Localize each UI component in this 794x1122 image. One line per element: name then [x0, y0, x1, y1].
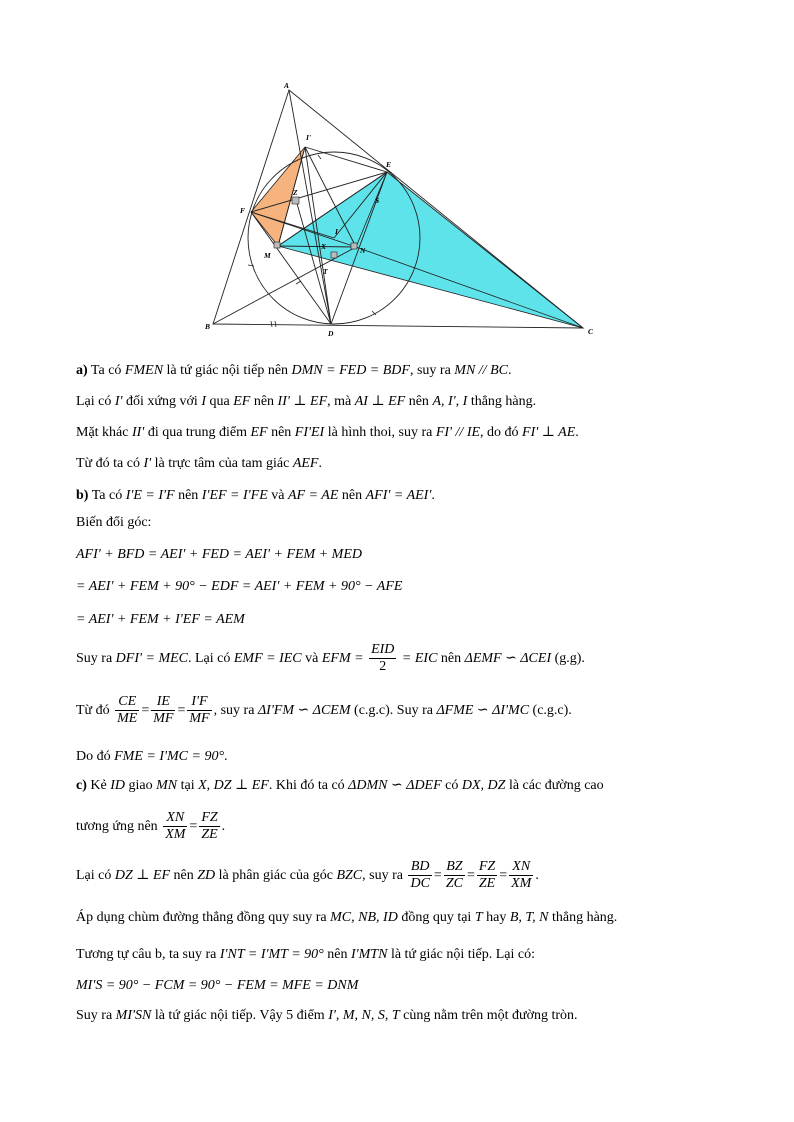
- label-t: T: [323, 267, 328, 276]
- math: I'MTN: [350, 947, 388, 962]
- math: MI'S = 90° − FCM = 90° − FEM = MFE = DNM: [76, 978, 359, 993]
- text: nên: [323, 947, 351, 962]
- text: Lại có: [76, 868, 115, 883]
- math: DFI' = MEC: [115, 651, 188, 666]
- text: .: [431, 488, 435, 503]
- text: nên: [170, 868, 198, 883]
- line-18: [76, 977, 358, 995]
- tick-4: [296, 281, 301, 284]
- text: ,: [206, 778, 214, 793]
- math: MC, NB, ID: [330, 910, 398, 925]
- math: B, T, N: [509, 910, 549, 925]
- math: FMEN: [124, 363, 164, 378]
- fraction: [163, 810, 187, 843]
- text: hay: [482, 910, 510, 925]
- text: có: [441, 778, 462, 793]
- segment-ad: [289, 90, 331, 324]
- text: , do đó: [480, 425, 523, 440]
- math: EFM =: [321, 651, 368, 666]
- text: Kẻ: [86, 778, 111, 793]
- numerator: BD: [408, 859, 431, 876]
- numerator: IE: [151, 694, 175, 711]
- math: = EIC: [398, 651, 438, 666]
- line-2: [76, 393, 536, 411]
- numerator: FZ: [201, 810, 218, 826]
- math: DZ ⊥ EF: [114, 868, 171, 883]
- math: I: [201, 394, 206, 409]
- label-z: Z: [293, 188, 298, 197]
- text: là tứ giác nội tiếp. Lại có:: [387, 947, 535, 962]
- math: ZD: [197, 868, 216, 883]
- text: cùng nằm trên một đường tròn.: [399, 1008, 578, 1023]
- tick-1: [271, 321, 272, 327]
- fraction: [199, 810, 219, 843]
- math: MN: [156, 778, 178, 793]
- math: II' ⊥ EF: [277, 394, 328, 409]
- text: tương ứng nên: [76, 819, 162, 834]
- geometry-figure: [195, 78, 605, 345]
- text: nên: [405, 394, 433, 409]
- part-a-label: a): [76, 363, 88, 378]
- math: ΔFME ∽ ΔI'MC: [436, 703, 530, 718]
- label-x: X: [321, 242, 327, 251]
- math: I'EF = I'FE: [201, 488, 268, 503]
- text: .: [221, 819, 226, 834]
- text: Áp dụng chùm đường thẳng đồng quy suy ra: [76, 910, 331, 925]
- line-11: Từ đó $\frac{CE}{ME}$ = $\frac{IE}{MF}$ = $\frac{I'F}{MF}$ , suy ra ΔI'FM ∽ ΔCEM (c.g.c). Suy ra ΔFME ∽ ΔI'MC (c.g.c).: [76, 694, 572, 727]
- math: FME = I'MC = 90°: [114, 749, 225, 764]
- line-4: [76, 455, 322, 473]
- line-10: [76, 640, 585, 678]
- cyan-triangle-2: [356, 172, 583, 328]
- right-angle-z: [292, 197, 299, 204]
- text: giao: [125, 778, 157, 793]
- denominator: MF: [153, 711, 174, 727]
- math: AFI' = AEI': [365, 488, 432, 503]
- text: Suy ra: [76, 1008, 116, 1023]
- text: .: [507, 363, 512, 378]
- math: ΔDMN ∽ ΔDEF: [348, 778, 442, 793]
- math: I': [114, 394, 123, 409]
- math: ΔI'FM ∽ ΔCEM: [257, 703, 351, 718]
- text: .: [318, 456, 322, 471]
- line-5: [76, 487, 435, 505]
- math: FI' // IE: [435, 425, 481, 440]
- text: Do đó: [76, 749, 115, 764]
- math: BZC: [336, 868, 363, 883]
- line-15: Lại có DZ ⊥ EF nên ZD là phân giác của góc BZC, suy ra $\frac{BD}{DC}$ = $\frac{BZ}{ZC}$ = $\frac{FZ}{ZE}$ = $\frac{XN}{XM}$ .: [76, 859, 539, 892]
- line-16: [76, 909, 617, 927]
- label-d: D: [328, 329, 334, 338]
- math: MN // BC: [454, 363, 508, 378]
- text: nên: [437, 651, 465, 666]
- text: .: [535, 868, 539, 883]
- label-a: A: [284, 81, 290, 90]
- text: (c.g.c).: [529, 703, 572, 718]
- text: Tương tự câu b, ta suy ra: [76, 947, 220, 962]
- text: Mặt khác: [76, 425, 132, 440]
- line-8: [76, 578, 402, 596]
- part-c-label: c): [76, 778, 87, 793]
- line-17: [76, 946, 535, 964]
- text: là phân giác của góc: [215, 868, 337, 883]
- line-13: [76, 777, 604, 795]
- text: là trực tâm của tam giác: [151, 456, 293, 471]
- fraction: [187, 694, 211, 727]
- numerator: FZ: [478, 859, 496, 875]
- denominator: DC: [410, 876, 430, 892]
- text: đồng quy tại: [397, 910, 475, 925]
- fraction: [151, 694, 175, 727]
- denominator: ZE: [201, 827, 218, 843]
- fraction: [477, 859, 497, 892]
- text: .: [575, 425, 579, 440]
- math: FI' ⊥ AE: [522, 425, 576, 440]
- denominator: 2: [379, 659, 387, 675]
- label-f: F: [240, 206, 246, 215]
- right-angle-m: [274, 242, 280, 248]
- text: (g.g).: [551, 651, 585, 666]
- line-6: [76, 514, 151, 532]
- math: = AEI' + FEM + I'EF = AEM: [76, 612, 245, 627]
- text: là hình thoi, suy ra: [324, 425, 436, 440]
- label-e: E: [386, 160, 392, 169]
- text: thẳng hàng.: [548, 910, 618, 925]
- math: ID: [110, 778, 125, 793]
- label-i: I: [335, 227, 338, 236]
- denominator: ZE: [478, 876, 496, 892]
- denominator: ME: [117, 711, 138, 727]
- tick-6: [318, 155, 321, 159]
- numerator: XN: [509, 859, 533, 876]
- math: AFI' + BFD = AEI' + FED = AEI' + FEM + MED: [76, 547, 362, 562]
- tick-2: [275, 321, 276, 327]
- label-n: N: [360, 246, 366, 255]
- text: . Lại có: [188, 651, 234, 666]
- numerator: CE: [115, 694, 139, 711]
- label-c: C: [588, 327, 594, 336]
- line-14: tương ứng nên $\frac{XN}{XM}$ = $\frac{FZ}{ZE}$ .: [76, 810, 226, 843]
- label-s: S: [375, 196, 380, 205]
- fraction: [115, 694, 139, 727]
- math: MI'SN: [115, 1008, 152, 1023]
- math: DZ ⊥ EF: [213, 778, 269, 793]
- numerator: XN: [163, 810, 187, 827]
- math: EMF = IEC: [233, 651, 302, 666]
- text: nên: [250, 394, 278, 409]
- text: đi qua trung điểm: [144, 425, 251, 440]
- text: thẳng hàng.: [467, 394, 537, 409]
- math: I', M, N, S, T: [328, 1008, 400, 1023]
- denominator: XM: [165, 827, 186, 843]
- line-19: [76, 1007, 578, 1025]
- label-ip: I': [306, 133, 312, 142]
- math: I': [143, 456, 152, 471]
- text: Biến đổi góc:: [76, 515, 152, 530]
- math: T: [474, 910, 483, 925]
- math: = AEI' + FEM + 90° − EDF = AEI' + FEM + 90° − AFE: [76, 579, 403, 594]
- denominator: ZC: [445, 876, 463, 892]
- numerator: EID: [371, 642, 395, 658]
- text: tại: [177, 778, 199, 793]
- text: , suy ra: [362, 868, 407, 883]
- text: qua: [205, 394, 234, 409]
- label-m: M: [264, 251, 271, 260]
- fraction: [369, 642, 396, 675]
- right-angle-n: [351, 243, 357, 249]
- text: là các đường cao: [505, 778, 604, 793]
- fraction: [408, 859, 431, 892]
- math: DX, DZ: [461, 778, 506, 793]
- geometry-diagram: [195, 78, 605, 340]
- math: AF = AE: [287, 488, 339, 503]
- text: (c.g.c). Suy ra: [350, 703, 437, 718]
- line-7: [76, 546, 362, 564]
- line-3: [76, 424, 579, 442]
- text: Suy ra: [76, 651, 116, 666]
- right-angle-x: [331, 252, 337, 258]
- tick-3: [248, 265, 254, 266]
- text: . Khi đó ta có: [268, 778, 349, 793]
- text: và: [267, 488, 288, 503]
- line-12: [76, 748, 228, 766]
- text: , suy ra: [213, 703, 258, 718]
- math: DMN = FED = BDF: [291, 363, 410, 378]
- label-b: B: [205, 322, 211, 331]
- line-9: [76, 611, 245, 629]
- math: AI ⊥ EF: [354, 394, 406, 409]
- text: Ta có: [88, 488, 126, 503]
- math: ΔEMF ∽ ΔCEI: [464, 651, 552, 666]
- math: EF: [233, 394, 251, 409]
- text: Từ đó ta có: [76, 456, 144, 471]
- math: EF: [250, 425, 268, 440]
- text: .: [224, 749, 228, 764]
- text: nên: [267, 425, 295, 440]
- text: Ta có: [87, 363, 125, 378]
- text: Từ đó: [76, 703, 114, 718]
- math: X: [198, 778, 207, 793]
- text: , mà: [327, 394, 355, 409]
- math: II': [131, 425, 145, 440]
- line-1: [76, 362, 511, 380]
- text: , suy ra: [409, 363, 455, 378]
- numerator: BZ: [444, 859, 465, 876]
- text: là tứ giác nội tiếp. Vậy 5 điểm: [151, 1008, 329, 1023]
- math: I'E = I'F: [125, 488, 175, 503]
- fraction: [444, 859, 465, 892]
- fraction: [509, 859, 533, 892]
- denominator: MF: [189, 711, 210, 727]
- text: Lại có: [76, 394, 115, 409]
- text: nên: [174, 488, 202, 503]
- numerator: I'F: [187, 694, 211, 711]
- part-b-label: b): [76, 488, 89, 503]
- math: I'NT = I'MT = 90°: [219, 947, 324, 962]
- text: nên: [338, 488, 366, 503]
- math: FI'EI: [294, 425, 325, 440]
- text: và: [301, 651, 322, 666]
- math: AEF: [292, 456, 319, 471]
- math: A, I', I: [432, 394, 468, 409]
- text: đối xứng với: [122, 394, 202, 409]
- denominator: XM: [511, 876, 532, 892]
- text: là tứ giác nội tiếp nên: [163, 363, 292, 378]
